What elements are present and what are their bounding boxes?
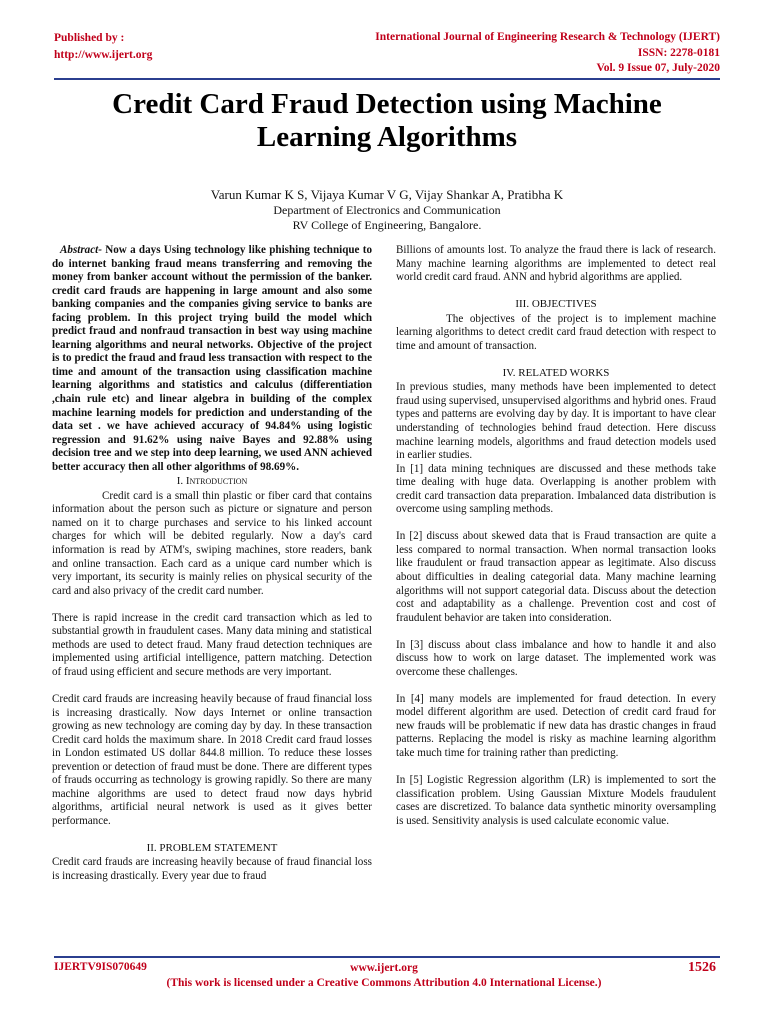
related-paragraph-6: In [5] Logistic Regression algorithm (LR) is implemented to sort the classification problem. Using Gaussian Mixture Models fraudulent cases are discretized. To balance data synthetic minority oversampling is used. Sensitivity analysis is used calculate economic value. bbox=[396, 774, 716, 827]
related-paragraph-2: In [1] data mining techniques are discussed and these methods take time dealing with huge data. Overlapping is another problem with credit card transaction data preparation. Imbalanced data distribution is overcome using sampling methods. bbox=[396, 462, 716, 516]
footer-paper-id: IJERTV9IS070649 bbox=[54, 961, 147, 973]
footer-center bbox=[0, 961, 768, 991]
related-paragraph-4: In [3] discuss about class imbalance and how to handle it and also discuss how to work on large dataset. The implemented work was overcome these challenges. bbox=[396, 638, 716, 678]
intro-paragraph-2: There is rapid increase in the credit card transaction which as led to substantial growth in fraudulent cases. Many data mining and statistical methods are used to detect fraud. Many fraud detection techniques are implemented using artificial intelligence, pattern matching. Detection of fraud using efficient and secure methods are very important. bbox=[52, 611, 372, 678]
footer-url-link[interactable]: www.ijert.org bbox=[350, 962, 418, 974]
abstract-lead: Abstract- bbox=[60, 244, 102, 256]
issn-label: ISSN: 2278-0181 bbox=[637, 46, 720, 59]
paper-affiliation bbox=[54, 203, 720, 233]
affiliation-college: RV College of Engineering, Bangalore. bbox=[292, 218, 482, 232]
introduction-heading: I. Introduction bbox=[176, 475, 248, 488]
header-publisher bbox=[54, 30, 152, 64]
abstract-paragraph bbox=[52, 244, 372, 474]
problem-statement-heading: II. PROBLEM STATEMENT bbox=[146, 841, 278, 854]
footer-divider bbox=[54, 956, 720, 958]
publisher-url-link[interactable]: http://www.ijert.org bbox=[54, 49, 153, 61]
problem-paragraph-1: Credit card frauds are increasing heavily because of fraud financial loss is increasing drastically. Every year due to fraud bbox=[52, 856, 372, 883]
volume-label: Vol. 9 Issue 07, July-2020 bbox=[596, 62, 720, 74]
paper-title-line2: Learning Algorithms bbox=[256, 121, 518, 153]
related-works-heading: IV. RELATED WORKS bbox=[502, 366, 610, 379]
page-number: 1526 bbox=[688, 960, 716, 975]
header-divider bbox=[54, 78, 720, 80]
paper-title bbox=[54, 88, 720, 154]
objectives-heading: III. OBJECTIVES bbox=[515, 298, 597, 311]
objectives-paragraph: The objectives of the project is to implement machine learning algorithms to detect credit card fraud detection with respect to time and amount of transaction. bbox=[396, 312, 716, 352]
header-journal-info bbox=[375, 30, 720, 77]
affiliation-department: Department of Electronics and Communication bbox=[273, 203, 501, 217]
abstract-body: Now a days Using technology like phishing technique to do internet banking fraud means transferring and removing the money from banker account without the permission of the banker. credit card frauds are happening in large amount and also some banking companies and the companies giving service to banks are facing problem. In this project trying build the model which predict fraud and nonfraud transaction in best way using machine learning algorithms and neural networks. Objective of the project is to predict the fraud and fraud less transaction with respect to the time and amount of the transaction using classification machine learning algorithms and statistics and calculus (differentiation ,chain rule etc) and linear algebra in building of the complex machine learning models for prediction and understanding of the data set . we have achieved accuracy of 94.84% using logistic regression and 91.62% using naive Bayes and 92.88% using decision tree and we step into deep learning, we used ANN achieved better accuracy then all other algorithms of 98.69%. bbox=[52, 244, 372, 473]
related-paragraph-3: In [2] discuss about skewed data that is Fraud transaction are quite a less compared to normal transaction. When normal transaction looks like fraudulent or fraud transaction appear as legitimate. Also discuss about difficulties in dealing categorial data. Many machine learning algorithms will not support categorial data. Discuss about the detection cost and adaptability as a challenge. Prevention cost and cost of fraudulent behavior are taken into consideration. bbox=[396, 530, 716, 624]
journal-name: International Journal of Engineering Research & Technology (IJERT) bbox=[375, 31, 720, 43]
paper-title-line1: Credit Card Fraud Detection using Machine bbox=[112, 88, 662, 120]
right-column bbox=[396, 244, 716, 828]
left-column bbox=[52, 244, 372, 884]
intro-paragraph-1: Credit card is a small thin plastic or fiber card that contains information about the person such as picture or signature and person named on it to charge purchases and service to his linked account charges for which will be debited regularly. Now a day's card information is read by ATM's, swiping machines, store readers, bank and online transaction. Each card as a unique card number which is very important, its security is mainly relies on physical security of the card and also privacy of the credit card number. bbox=[52, 489, 372, 597]
intro-paragraph-3: Credit card frauds are increasing heavily because of fraud financial loss is increasing drastically. Now days Internet or online transaction growing as new technology are coming day by day. In these transaction Credit card holds the maximum share. In 2018 Credit card fraud losses in London estimated US dollar 844.8 million. To reduce these losses prevention or detection of fraud must be done. There are different types of frauds occurring as technology is growing rapidly. So there are many machine algorithms are used to detect fraud now days hybrid algorithms, artificial neural network is used as it gives better performance. bbox=[52, 692, 372, 827]
published-by-label: Published by : bbox=[54, 32, 125, 44]
problem-continued-paragraph: Billions of amounts lost. To analyze the fraud there is lack of research. Many machine learning algorithms are implemented to detect real world credit card fraud. ANN and hybrid algorithms are applied. bbox=[396, 244, 716, 284]
paper-authors: Varun Kumar K S, Vijaya Kumar V G, Vijay Shankar A, Pratibha K bbox=[210, 187, 564, 202]
related-paragraph-1: In previous studies, many methods have been implemented to detect fraud using supervised, unsupervised algorithms and hybrid ones. Fraud types and patterns are evolving day by day. It is important to have clear understanding of technologies behind fraud detection. Here discuss machine learning models, algorithms and fraud detection models used in earlier studies. bbox=[396, 381, 716, 462]
footer-license: (This work is licensed under a Creative Commons Attribution 4.0 International License.) bbox=[166, 977, 602, 989]
related-paragraph-5: In [4] many models are implemented for fraud detection. In every model different algorithm are used. Detection of credit card fraud for new frauds will be problematic if new data has drastic changes in fraud patterns. Replacing the model is risky as machine learning algorithm take much time for training rather than predicting. bbox=[396, 692, 716, 759]
